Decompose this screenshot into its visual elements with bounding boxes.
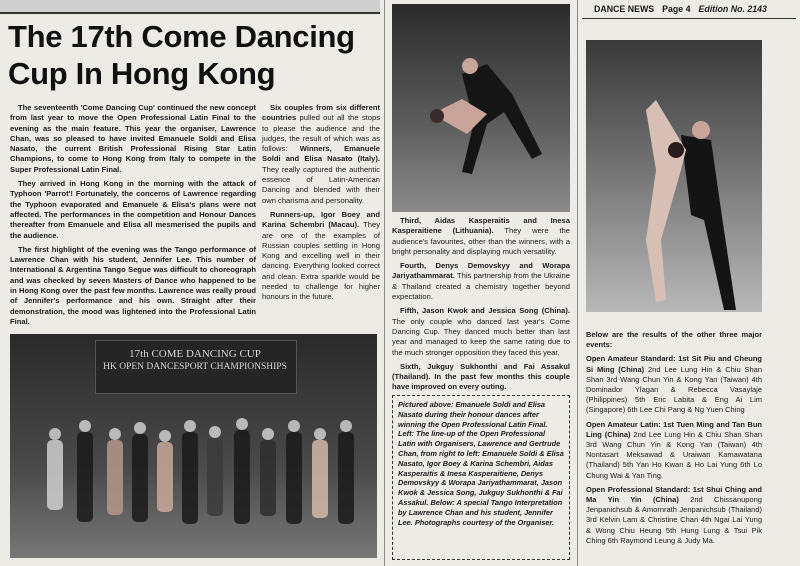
paragraph-sixth [392,362,570,393]
masthead-page: Page 4 [662,4,691,14]
paragraph-typhoon: They arrived in Hong Kong in the morning with the attack of Typhoon 'Parrot'! Fortunately, the concerns of Lawrence regarding the Typhoon evaporated and Emanuele & Elisa's plans were not affected. The performances in the competition and Honour Dances thereafter from Emanuele and Elisa all mesmerised the pupils and the audience. [10,179,256,240]
body-text: pulled out all the stops to please the audience and the judges, the result of which was as follows: [262,113,380,154]
paragraph-fourth [392,261,570,302]
paragraph-winners [262,103,380,206]
lead-text: Open Amateur Latin: 1st Tuen Ming and Tan Bun Ling (China) [586,419,762,439]
lead-text: Open Professional Standard: 1st Shui Ching and Ma Yin Yin (China) [586,484,762,505]
body-text: 2nd Lee Lung Hin & Chiu Shan Shan 3rd Wang Chun Yin & Kong Yan (Taiwan) 4th Dominador Ylagan & Rebecca Vasaylaje (Philippines) 5th Eric Labita & Eng Ai Lim (Singapore) 6th Lee Chi Pang & Ng Yuen Ching [586,364,763,415]
body-text: In the past few months this couple have improved on every outing. [392,372,570,392]
results-amateur-latin [586,420,762,481]
group-photo [10,334,377,558]
masthead-rule [582,18,796,19]
results-amateur-standard [586,354,762,415]
body-text: They really captured the authentic essence of Latin-American Dancing and blended with their own charisma and personality. [262,164,380,205]
lead-text: Fifth, Jason Kwok and Jessica Song (China). [400,306,570,316]
banner-line-1: 17th COME DANCING CUP [129,348,261,360]
paragraph-tango: The first highlight of the evening was the Tango performance of Lawrence Chan with his student, Jennifer Lee. This number of International & Argentina Tango Segue was difficult to choreograph and was checked by seven Masters of Dance who happened to be in Hong Kong over the past few months. Lawrence was really proud of Jennifer's performance and his own. Straight after their demonstration, the mood was lightened into the Professional Latin Final. [10,244,256,326]
tango-photo [586,40,762,312]
body-text: They are one of the examples of Russian couples settling in Hong Kong and excelling well in their dancing. Everything looked correct and clean. Extra sparkle would be needed to challenge for higher honours in the future. [262,220,381,302]
results-professional-standard [586,485,762,546]
body-text: This partnership from the Ukraine & Thailand created a chemistry together beyond expectation. [392,271,570,302]
column-divider [384,0,385,566]
body-text: 2nd Lee Lung Hin & Chiu Shan Shan 3rd Wang Chun Yin & Kong Yan (Taiwan) 4th Nontasart Meksawad & Uraiwan Kamawatana (Thailand) 5th Yan Ho Kwan & Ho Lai Yung 6th Lo Chung Wai & Yan Ting. [586,429,762,480]
body-text: They were the audience's favourites, other than the winners, with a bright personality and displaying much versatility. [392,226,570,256]
paragraph-intro: The seventeenth 'Come Dancing Cup' continued the new concept from last year to move the Open Professional Latin Final to the evening as the main feature. This year the organiser, Lawrence Chan, was so pleased to have invited Emanuele Soldi and Elisa Nasato, the current British Professional Rising Star Latin Champions, to come to Hong Kong from Italy to compete in the Super Professional Latin Final. [10,103,256,174]
photo-caption: Pictured above: Emanuele Soldi and Elisa Nasato during their honour dances after winning the Open Professional Latin Final. Left: The line-up of the Open Professional Latin with Organisers, Lawrence and Gertrude Chan, from right to left: Emanuele Soldi & Elisa Nasato, Igor Boey & Karina Schembri, Aidas Kasperaitis & Inesa Kasperaitiene, Denys Demovskyy & Worapa Jariyathammarat, Jason Kwok & Jessica Song, Jukguy Sukhonthi & Fai Assakul. Below: A special Tango Interpretation by Lawrence Chan and his student, Jennifer Lee. Photographs courtesy of the Organiser. [392,395,570,560]
lead-text: Six couples from six different countries [262,103,380,123]
headline: The 17th Come Dancing Cup In Hong Kong [8,19,355,91]
article-column-1 [10,103,256,331]
header-rule [0,12,380,14]
banner-line-2: HK OPEN DANCESPORT CHAMPIONSHIPS [103,362,287,372]
honour-dance-photo [392,4,570,212]
paragraph-third [392,216,570,257]
masthead-paper: DANCE NEWS [594,4,655,14]
body-text: The only couple who danced last year's Come Dancing Cup. They danced much better than last year and managed to keep the same rating due to the much stronger opposition they faced this year. [392,316,570,357]
lead-text: Open Amateur Standard: 1st Sit Piu and Cheung Si Ming (China) [586,354,762,374]
group-silhouettes [10,394,377,558]
lead-text: Fourth, Denys Demovskyy and Worapa Jariyathammarat. [392,261,570,281]
results-intro: Below are the results of the other three major events: [586,330,762,350]
body-text: 2nd Chissanupong Jenpanichsub & Amornrath Jenpanichsub (Thailand) 3rd Kelvin Lam & Christine Chan 4th Ngai Lai Yung & Wong Chiu Heung 5th Hung Lung & Tsui Pik Ching 6th Raymond Leung & Judy Ma. [586,495,762,545]
masthead-edition: Edition No. 2143 [698,4,767,14]
article-column-2 [262,103,380,307]
column-divider [577,0,578,566]
tango-silhouette [586,40,762,312]
lead-text: Runners-up, Igor Boey and Karina Schembri (Macau). [262,209,380,230]
results-section [586,330,762,550]
dancers-silhouette [392,4,570,212]
header-strip [0,0,380,12]
lead-text: Third, Aidas Kasperaitis and Inesa Kasperaitiene (Lithuania). [392,216,570,236]
masthead [594,4,775,14]
paragraph-runners-up [262,210,380,303]
lead-text: Sixth, Jukguy Sukhonthi and Fai Assakul (Thailand). [392,361,570,382]
winners-text: Winners, Emanuele Soldi and Elisa Nasato (Italy). [262,144,381,164]
article-column-3 [392,216,570,397]
paragraph-fifth [392,306,570,357]
